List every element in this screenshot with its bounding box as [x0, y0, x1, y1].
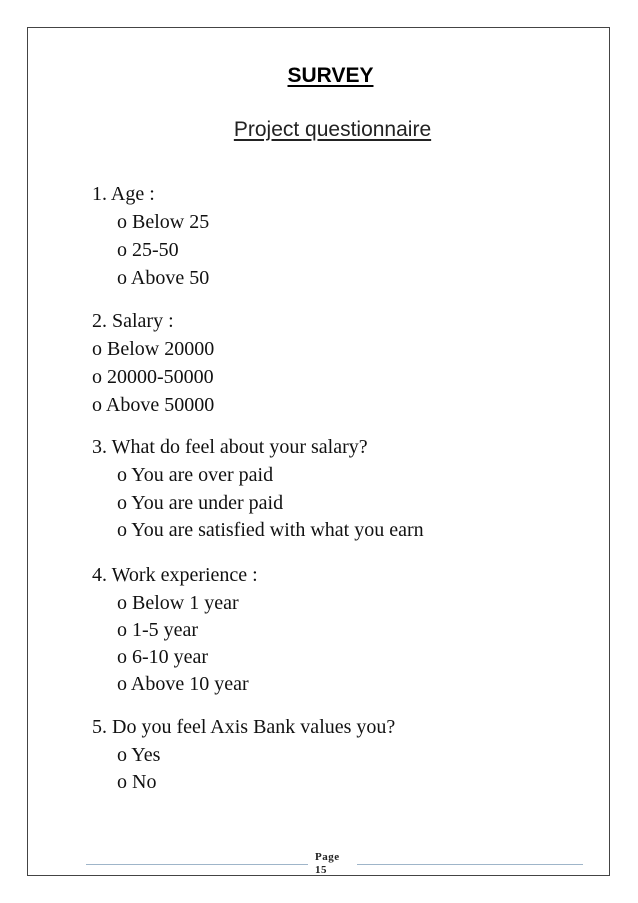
option-yes: o Yes	[117, 744, 161, 766]
question-work-experience: 4. Work experience :	[92, 564, 258, 586]
option-below-20000: o Below 20000	[92, 338, 215, 360]
footer-rule-left	[86, 864, 308, 865]
option-1-5-year: o 1-5 year	[117, 619, 199, 641]
option-6-10-year: o 6-10 year	[117, 646, 209, 668]
questionnaire-subtitle: Project questionnaire	[233, 118, 432, 141]
option-over-paid: o You are over paid	[117, 464, 274, 486]
question-age: 1. Age :	[92, 183, 155, 205]
question-salary: 2. Salary :	[92, 310, 174, 332]
option-above-50: o Above 50	[117, 267, 210, 289]
footer-rule-right	[357, 864, 583, 865]
survey-title: SURVEY	[287, 64, 374, 87]
question-bank-values: 5. Do you feel Axis Bank values you?	[92, 716, 396, 738]
page-label: Page	[315, 851, 340, 863]
option-satisfied: o You are satisfied with what you earn	[117, 519, 424, 541]
option-below-25: o Below 25	[117, 211, 210, 233]
option-above-10-year: o Above 10 year	[117, 673, 249, 695]
option-below-1-year: o Below 1 year	[117, 592, 239, 614]
page-number: 15	[315, 864, 327, 876]
option-under-paid: o You are under paid	[117, 492, 284, 514]
page-number-footer	[315, 851, 351, 877]
option-20000-50000: o 20000-50000	[92, 366, 214, 388]
option-no: o No	[117, 771, 157, 793]
question-salary-feeling: 3. What do feel about your salary?	[92, 436, 368, 458]
option-25-50: o 25-50	[117, 239, 179, 261]
option-above-50000: o Above 50000	[92, 394, 215, 416]
